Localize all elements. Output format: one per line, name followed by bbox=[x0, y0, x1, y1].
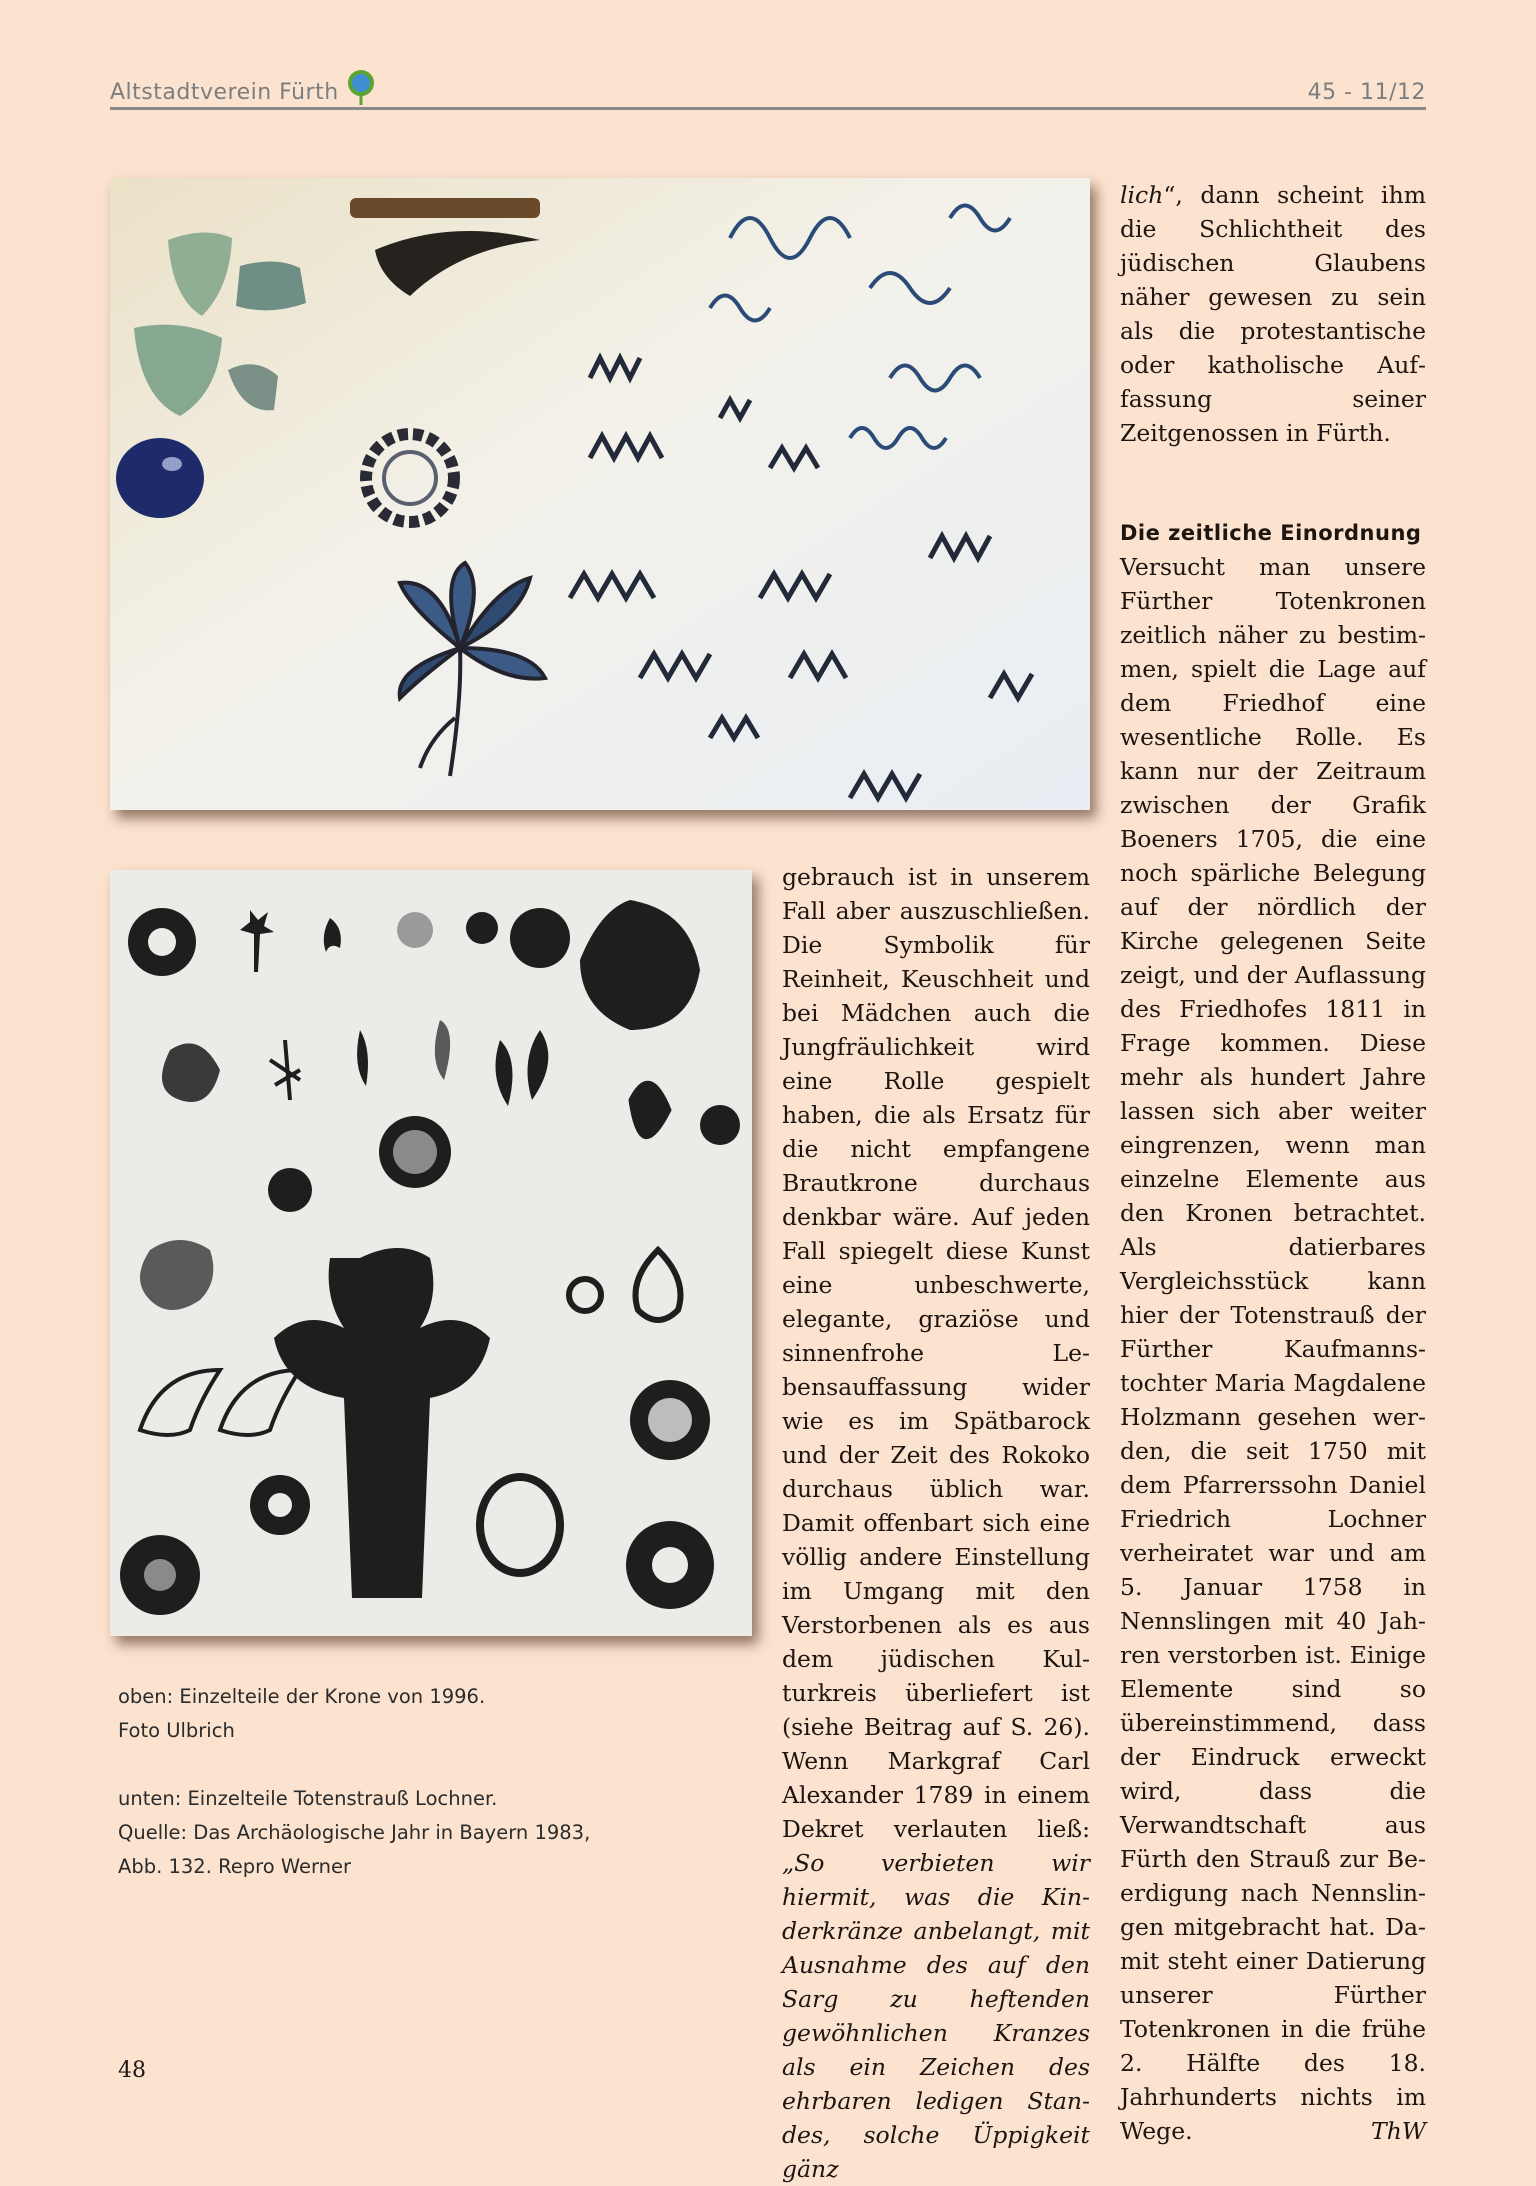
photo-crown-parts-1996 bbox=[110, 178, 1090, 810]
caption-bottom-photo bbox=[118, 1782, 678, 1884]
caption-bottom-credit: Abb. 132. Repro Werner bbox=[118, 1855, 352, 1878]
caption-top-photo bbox=[118, 1680, 678, 1748]
article-column-right bbox=[1120, 178, 1426, 2148]
tree-logo-icon bbox=[344, 70, 378, 106]
body-text: Versucht man unsere Fürther Totenkronen zeitlich näher zu bestimmen, spielt die Lage auf dem Friedhof eine wesentliche Rolle. Es kann nur der Zeitraum zwischen der Grafik Boeners 1705, die eine noch spärliche Belegung auf der nördlich der Kirche gelegenen Seite zeigt, und der Auflassung des Friedhofes 1811 in Frage kommen. Diese mehr als hundert Jahre lassen sich aber weiter eingrenzen, wenn man einzelne Elemente aus den Kronen betrachtet. Als datierbares Vergleichsstück kann hier der Totenstrauß der Fürther Kaufmannstochter Maria Magdalene Holzmann gesehen werden, die seit 1750 mit dem Pfarrerssohn Daniel Friedrich Lochner verheiratet war und am 5. Januar 1758 in Nennslingen mit 40 Jahren verstorben ist. Einige Elemente sind so übereinstimmend, dass der Eindruck erweckt wird, dass die Verwandtschaft aus Fürth den Strauß zur Beerdigung nach Nennslingen mitgebracht hat. Damit steht einer Datierung unserer Fürther Totenkronen in die frühe 2. Hälfte des 18. Jahrhunderts nichts im Wege. bbox=[1120, 553, 1426, 2145]
section-heading: Die zeitliche Einordnung bbox=[1120, 521, 1422, 545]
publisher-name: Altstadtverein Fürth bbox=[110, 80, 339, 105]
header-rule bbox=[110, 107, 1426, 110]
page-number: 48 bbox=[118, 2058, 146, 2083]
caption-top-line: oben: Einzelteile der Krone von 1996. bbox=[118, 1685, 486, 1708]
caption-bottom-line: unten: Einzelteile Totenstrauß Lochner. bbox=[118, 1787, 498, 1810]
body-text: “, dann scheint ihm die Schlichtheit des jüdischen Glaubens näher gewesen zu sein als die protestantische oder katholische Auffassung seiner Zeitgenossen in Fürth. bbox=[1120, 181, 1426, 447]
issue-number: 45 - 11/12 bbox=[1307, 80, 1426, 105]
article-column-middle bbox=[782, 860, 1090, 2186]
caption-top-credit: Foto Ulbrich bbox=[118, 1719, 235, 1742]
author-signature: ThW bbox=[1371, 2117, 1426, 2145]
body-text: gebrauch ist in unserem Fall aber auszuschließen. Die Symbolik für Reinheit, Keuschheit und bei Mädchen auch die Jungfräulichkeit wird eine Rolle gespielt haben, die als Ersatz für die nicht empfangene Brautkrone durchaus denkbar wäre. Auf jeden Fall spiegelt diese Kunst eine unbeschwerte, elegante, graziöse und sinnenfrohe Lebensauffassung wider wie es im Spätbarock und der Zeit des Rokoko durchaus üblich war. Damit offenbart sich eine völlig andere Einstellung im Umgang mit den Verstorbenen als es aus dem jüdischen Kulturkreis überliefert ist (siehe Beitrag auf S. 26). Wenn Markgraf Carl Alexander 1789 in einem Dekret verlauten ließ: bbox=[782, 863, 1090, 1843]
photo-totenstrauss-lochner bbox=[110, 870, 752, 1636]
caption-bottom-source: Quelle: Das Archäologische Jahr in Bayern 1983, bbox=[118, 1821, 591, 1844]
decree-quote: „So verbieten wir hiermit, was die Kinderkränze anbelangt, mit Ausnahme des auf den Sarg zu heftenden gewöhnlichen Kranzes als ein Zeichen des ehrbaren ledigen Standes, solche Üppigkeit gänz bbox=[782, 1849, 1090, 2183]
decree-quote-end: lich bbox=[1120, 181, 1164, 209]
